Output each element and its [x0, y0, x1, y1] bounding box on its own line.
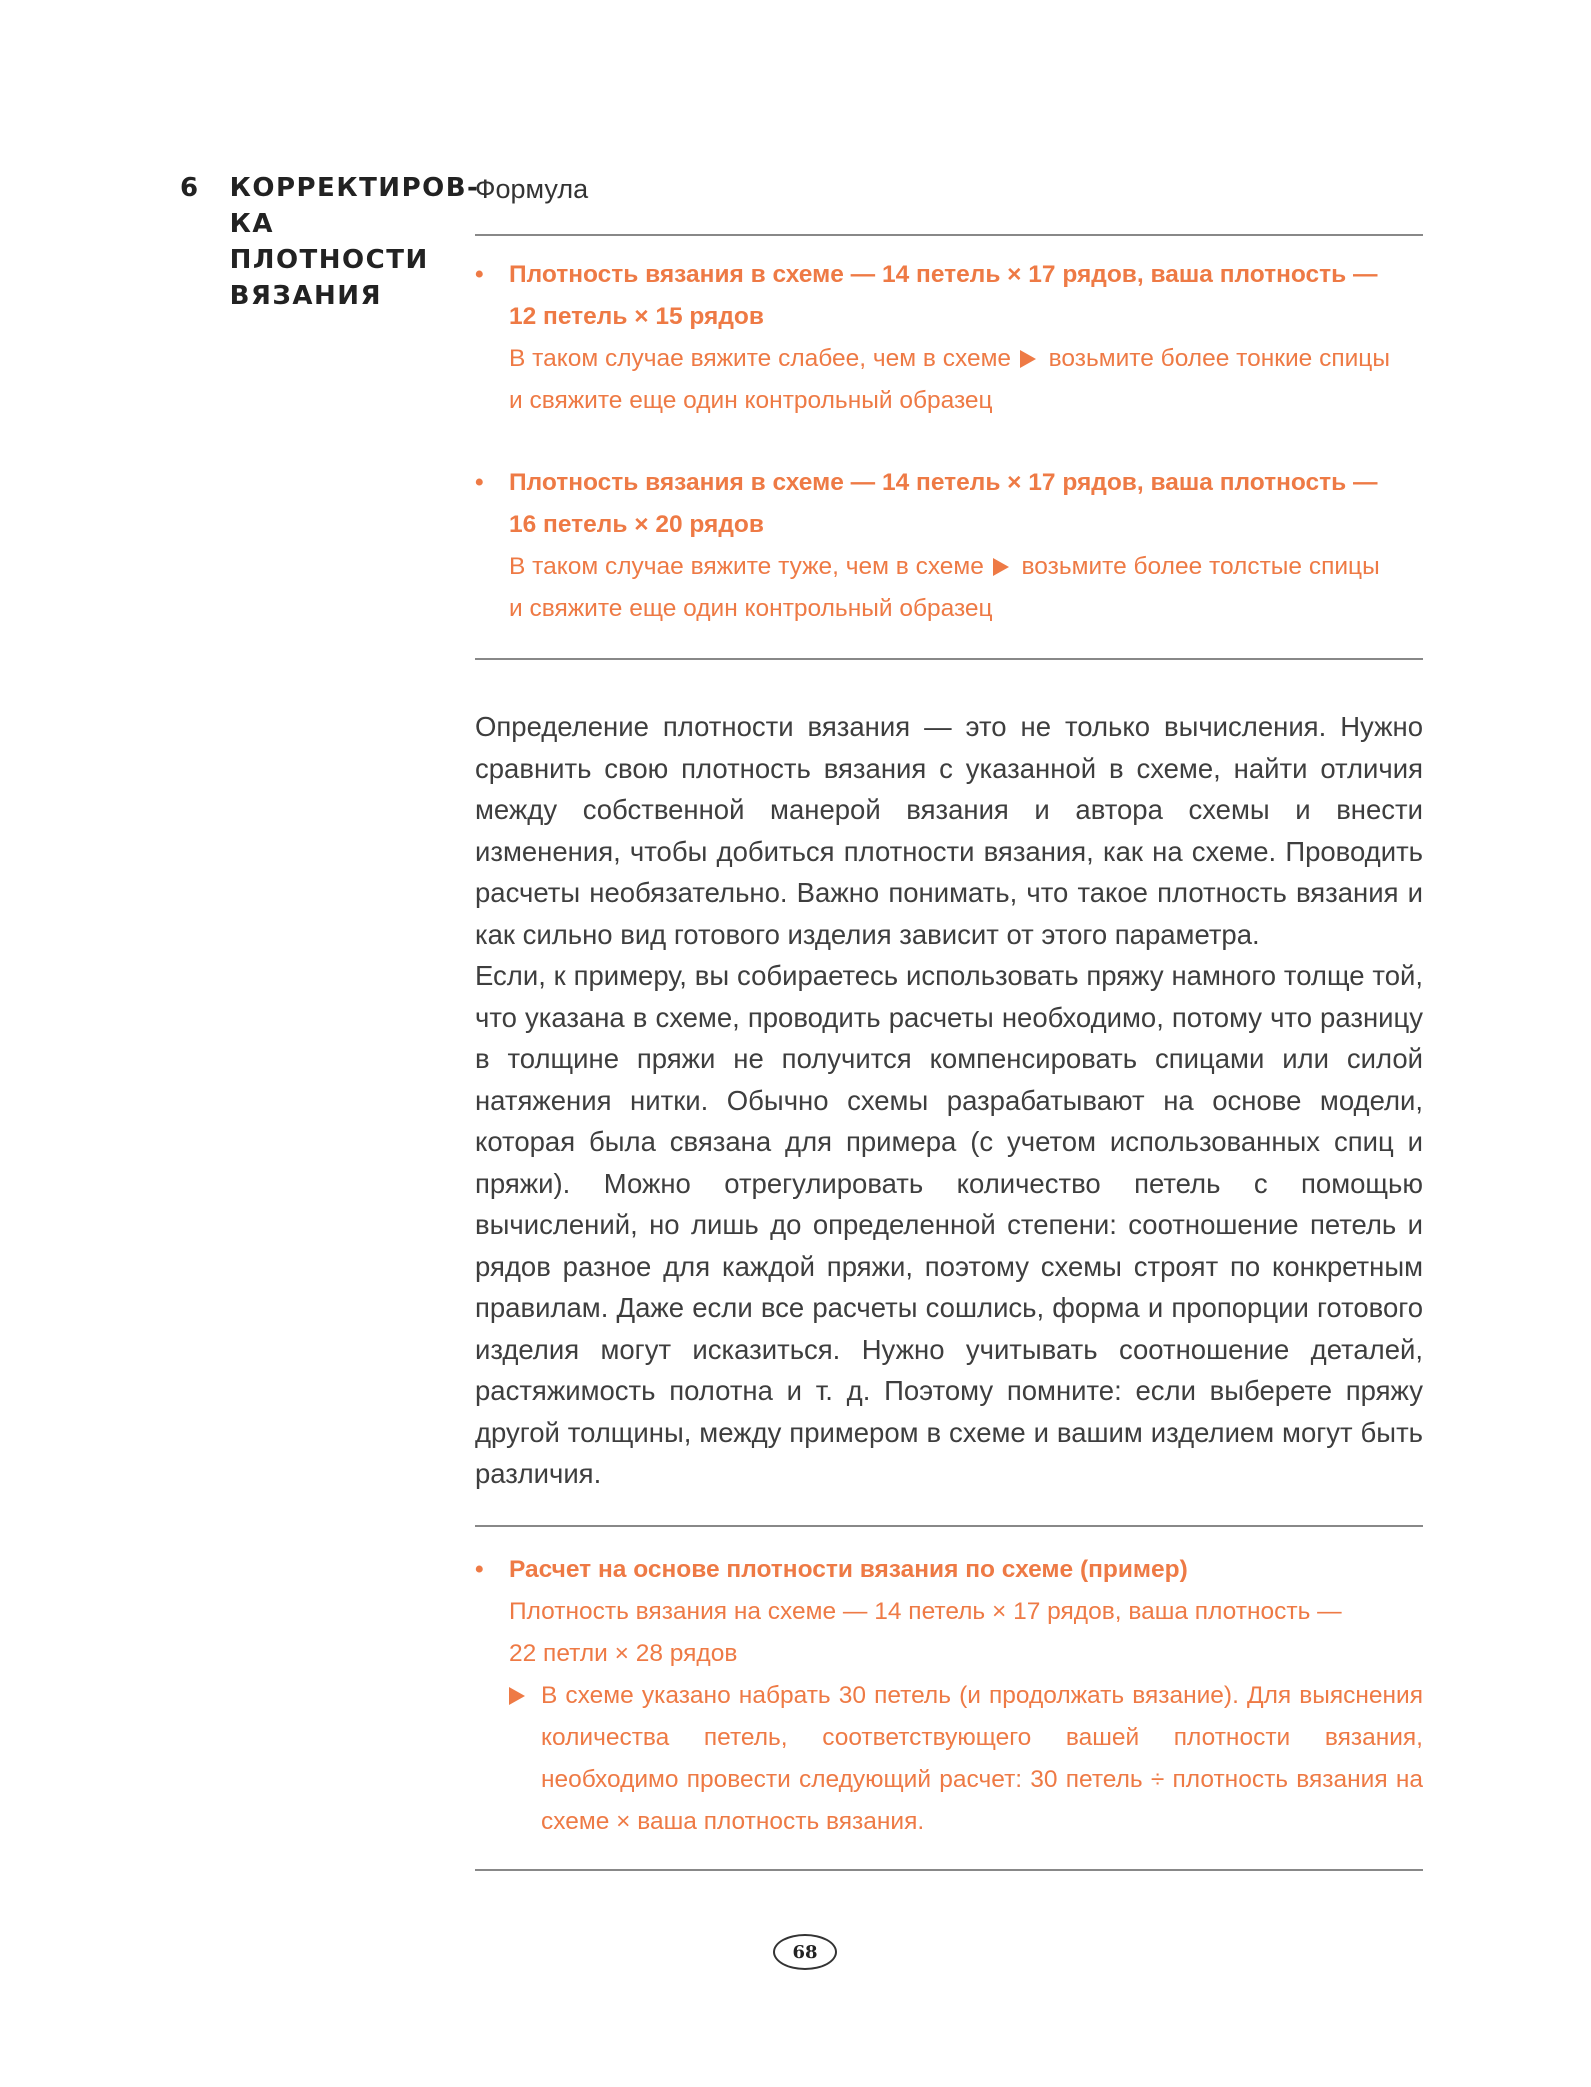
- section-heading: [180, 170, 480, 314]
- formula-item-title: Плотность вязания в схеме — 14 петель × 17 рядов, ваша плотность —: [509, 261, 1378, 288]
- main-content: [475, 172, 1423, 1871]
- formula-item-note-cont: и свяжите еще один контрольный образец: [509, 387, 993, 414]
- page-number: 68: [773, 1934, 837, 1970]
- formula-item-note: В таком случае вяжите туже, чем в схеме возьмите более толстые спицы: [509, 553, 1380, 580]
- formula-item-note-cont: и свяжите еще один контрольный образец: [509, 595, 993, 622]
- formula-item-title: Плотность вязания в схеме — 14 петель × 17 рядов, ваша плотность —: [509, 469, 1378, 496]
- body-text: [475, 660, 1423, 1525]
- section-title-line: ВЯЗАНИЯ: [229, 281, 383, 311]
- bullet-dot-icon: •: [475, 1555, 484, 1583]
- triangle-right-icon: [993, 558, 1009, 576]
- formula-list: [475, 236, 1423, 658]
- example-calculation: В схеме указано набрать 30 петель (и продолжать вязание). Для выяснения количества петель, соответствующего вашей плотности вязания, необходимо провести следующий расчет: 30 петель ÷ плотность вязания на схеме × ваша плотность вязания.: [509, 1675, 1423, 1843]
- formula-item-note: В таком случае вяжите слабее, чем в схеме возьмите более тонкие спицы: [509, 345, 1390, 372]
- formula-item-title-cont: 16 петель × 20 рядов: [509, 511, 764, 538]
- example-title: Расчет на основе плотности вязания по схеме (пример): [509, 1555, 1188, 1583]
- example-line: 22 петли × 28 рядов: [509, 1639, 738, 1667]
- triangle-right-icon: [509, 1687, 525, 1705]
- section-title-line: КОРРЕКТИРОВ-: [229, 173, 480, 203]
- example-line: Плотность вязания на схеме — 14 петель × 17 рядов, ваша плотность —: [509, 1597, 1342, 1625]
- section-title: [229, 170, 480, 314]
- divider: [475, 1869, 1423, 1871]
- bullet-dot-icon: •: [475, 469, 484, 496]
- section-number: 6: [180, 173, 200, 203]
- formula-item: [475, 462, 1423, 658]
- paragraph: Если, к примеру, вы собираетесь использовать пряжу намного толще той, что указана в схеме, проводить расчеты необходимо, потому что разницу в толщине пряжи не получится компенсировать спицами или силой натяжения нитки. Обычно схемы разрабатывают на основе модели, которая была связана для примера (с учетом использованных спиц и пряжи). Можно отрегулировать количество петель с помощью вычислений, но лишь до определенной степени: соотношение петель и рядов разное для каждой пряжи, поэтому схемы строят по конкретным правилам. Даже если все расчеты сошлись, форма и пропорции готового изделия могут исказиться. Нужно учитывать соотношение деталей, растяжимость полотна и т. д. Поэтому помните: если выберете пряжу другой толщины, между примером в схеме и вашим изделием могут быть различия.: [475, 960, 1423, 1489]
- formula-label: Формула: [475, 174, 589, 204]
- bullet-dot-icon: •: [475, 261, 484, 288]
- formula-item-title-cont: 12 петель × 15 рядов: [509, 303, 764, 330]
- formula-item: [475, 254, 1423, 422]
- triangle-right-icon: [1020, 350, 1036, 368]
- paragraph: Определение плотности вязания — это не только вычисления. Нужно сравнить свою плотность вязания с указанной в схеме, найти отличия между собственной манерой вязания и автора схемы и внести изменения, чтобы добиться плотности вязания, как на схеме. Проводить расчеты необязательно. Важно понимать, что такое плотность вязания и как сильно вид готового изделия зависит от этого параметра.: [475, 711, 1423, 950]
- example-block: [475, 1527, 1423, 1869]
- section-title-line: КА ПЛОТНОСТИ: [229, 209, 429, 275]
